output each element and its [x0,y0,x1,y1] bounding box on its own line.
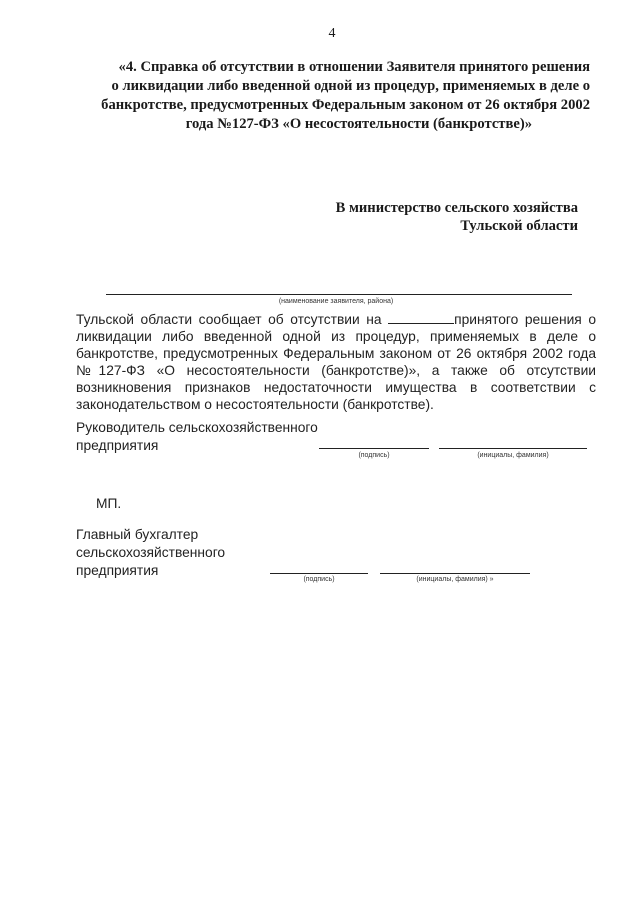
accountant-name-line[interactable] [380,573,530,574]
accountant-line-3: предприятия [76,563,159,578]
addressee-line-2: Тульской области [460,218,578,234]
accountant-line-1: Главный бухгалтер [76,527,199,542]
title-line-2: о ликвидации либо введенной одной из процедур, применяемых в деле о [111,78,590,94]
body-line-6: законодательством о несостоятельности (банкротстве). [76,397,434,412]
head-signature-line[interactable] [319,448,429,449]
page-number: 4 [328,26,336,41]
title-line-1: «4. Справка об отсутствии в отношении Заявителя принятого решения [118,59,590,75]
certificate-body [76,311,596,413]
body-line-2: ликвидации либо введенной одной из процедур, применяемых в деле о [76,329,596,344]
accountant-name-caption: (инициалы, фамилия) » [416,576,494,583]
addressee-block [300,199,578,235]
document-title [60,58,590,134]
body-line-1 [76,311,596,328]
head-signer-line-2: предприятия [76,438,159,453]
accountant-signature-caption: (подпись) [303,576,335,583]
head-signer-title [76,419,318,455]
body-line-4: №127-ФЗ «О несостоятельности (банкротстве)», а также об отсутствии [76,363,596,378]
body-line-1-end: принятого решения о [454,312,596,327]
addressee-line-1: В министерство сельского хозяйства [335,200,578,216]
stamp-placeholder: МП. [96,496,122,511]
head-signer-line-1: Руководитель сельскохозяйственного [76,420,318,435]
accountant-signature-line[interactable] [270,573,368,574]
accountant-line-2: сельскохозяйственного [76,545,226,560]
date-blank-field[interactable] [388,312,454,324]
accountant-signer-title [76,526,225,580]
title-line-3: банкротстве, предусмотренных Федеральным законом от 26 октября 2002 [101,97,590,113]
head-name-caption: (инициалы, фамилия) [477,452,549,459]
body-line-1-start: Тульской области сообщает об отсутствии на [76,312,382,327]
title-line-4: года №127-ФЗ «О несостоятельности (банкротстве)» [185,116,532,132]
body-line-5: возникновения признаков недостаточности имущества в соответствии с [76,380,596,395]
head-signature-caption: (подпись) [358,452,390,459]
applicant-caption: (наименование заявителя, района) [278,298,394,305]
applicant-name-line[interactable] [106,294,572,295]
body-line-3: банкротстве, предусмотренных Федеральным законом от 26 октября 2002 года [76,346,596,361]
head-name-line[interactable] [439,448,587,449]
